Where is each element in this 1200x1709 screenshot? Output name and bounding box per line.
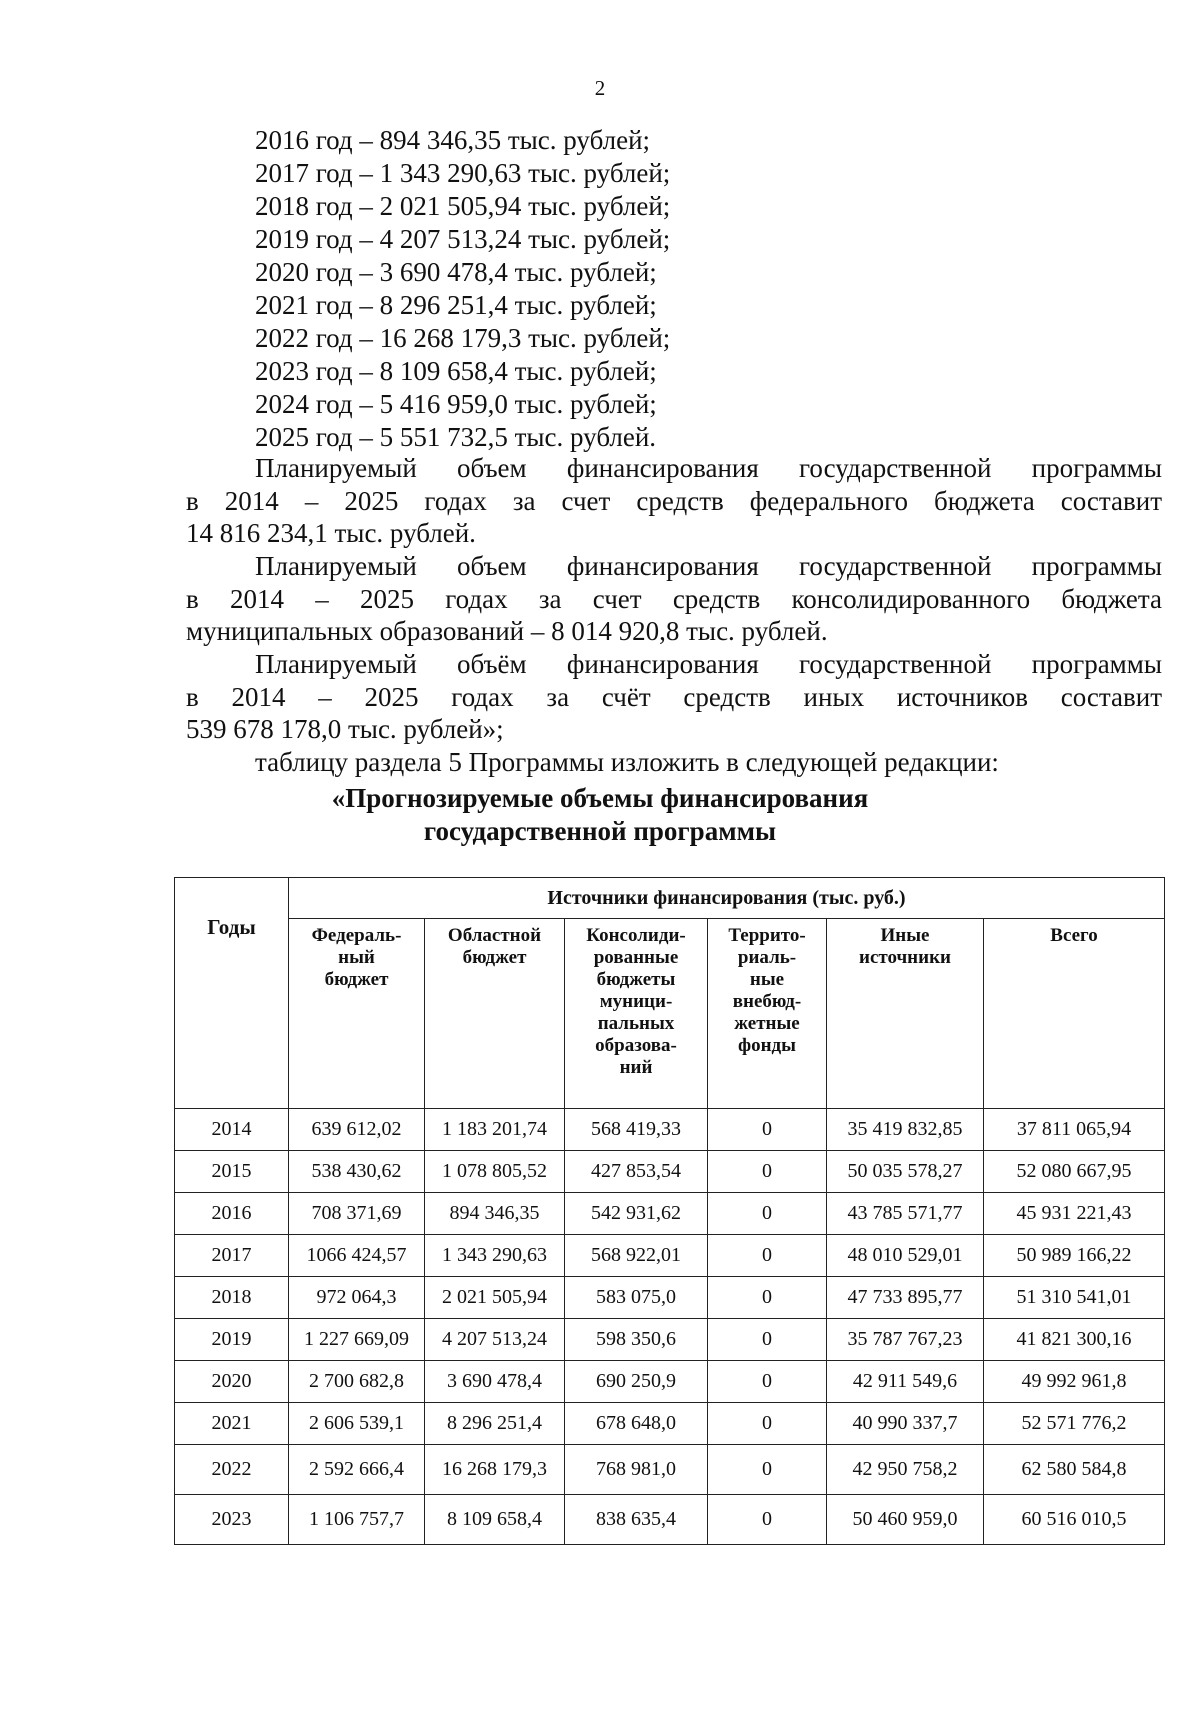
cell-federal-budget: 708 371,69 xyxy=(289,1193,425,1235)
paragraph-federal-budget xyxy=(186,452,1162,550)
cell-municipal-budgets: 542 931,62 xyxy=(565,1193,708,1235)
cell-regional-budget: 1 343 290,63 xyxy=(425,1235,565,1277)
header-years: Годы xyxy=(175,878,289,1109)
table-row xyxy=(175,1445,1165,1495)
cell-total: 45 931 221,43 xyxy=(984,1193,1165,1235)
cell-federal-budget: 2 606 539,1 xyxy=(289,1403,425,1445)
paragraph-municipal-budget xyxy=(186,550,1162,648)
cell-regional-budget: 8 296 251,4 xyxy=(425,1403,565,1445)
cell-other-sources: 35 419 832,85 xyxy=(827,1109,984,1151)
paragraph-other-sources xyxy=(186,648,1162,746)
cell-total: 52 571 776,2 xyxy=(984,1403,1165,1445)
cell-other-sources: 35 787 767,23 xyxy=(827,1319,984,1361)
cell-year: 2023 xyxy=(175,1495,289,1545)
cell-territorial-funds: 0 xyxy=(708,1403,827,1445)
cell-municipal-budgets: 583 075,0 xyxy=(565,1277,708,1319)
cell-year: 2021 xyxy=(175,1403,289,1445)
cell-other-sources: 42 911 549,6 xyxy=(827,1361,984,1403)
year-line: 2024 год – 5 416 959,0 тыс. рублей; xyxy=(255,389,657,419)
year-funding-list xyxy=(255,124,670,454)
cell-year: 2015 xyxy=(175,1151,289,1193)
cell-other-sources: 50 035 578,27 xyxy=(827,1151,984,1193)
table-row xyxy=(175,1319,1165,1361)
paragraph-line: Планируемый объем финансирования государственной программы xyxy=(255,551,1162,581)
cell-year: 2019 xyxy=(175,1319,289,1361)
year-line: 2021 год – 8 296 251,4 тыс. рублей; xyxy=(255,290,657,320)
cell-municipal-budgets: 568 922,01 xyxy=(565,1235,708,1277)
table-body xyxy=(175,1109,1165,1545)
cell-territorial-funds: 0 xyxy=(708,1109,827,1151)
cell-federal-budget: 639 612,02 xyxy=(289,1109,425,1151)
table-title-line: государственной программы xyxy=(423,816,777,846)
cell-other-sources: 42 950 758,2 xyxy=(827,1445,984,1495)
cell-territorial-funds: 0 xyxy=(708,1445,827,1495)
cell-year: 2020 xyxy=(175,1361,289,1403)
paragraph-line: 539 678 178,0 тыс. рублей»; xyxy=(186,714,504,744)
cell-federal-budget: 2 592 666,4 xyxy=(289,1445,425,1495)
cell-total: 37 811 065,94 xyxy=(984,1109,1165,1151)
cell-territorial-funds: 0 xyxy=(708,1495,827,1545)
table-intro-text: таблицу раздела 5 Программы изложить в следующей редакции: xyxy=(255,747,999,777)
cell-regional-budget: 3 690 478,4 xyxy=(425,1361,565,1403)
cell-municipal-budgets: 427 853,54 xyxy=(565,1151,708,1193)
year-line: 2019 год – 4 207 513,24 тыс. рублей; xyxy=(255,224,671,254)
year-line: 2020 год – 3 690 478,4 тыс. рублей; xyxy=(255,257,657,287)
cell-municipal-budgets: 690 250,9 xyxy=(565,1361,708,1403)
cell-federal-budget: 972 064,3 xyxy=(289,1277,425,1319)
cell-territorial-funds: 0 xyxy=(708,1319,827,1361)
cell-total: 52 080 667,95 xyxy=(984,1151,1165,1193)
cell-municipal-budgets: 678 648,0 xyxy=(565,1403,708,1445)
paragraph-line: в 2014 – 2025 годах за счёт средств иных источников составит xyxy=(186,681,1162,712)
table-row xyxy=(175,1403,1165,1445)
paragraph-line: в 2014 – 2025 годах за счет средств федерального бюджета составит xyxy=(186,485,1162,516)
paragraph-line: 14 816 234,1 тыс. рублей. xyxy=(186,518,476,548)
cell-federal-budget: 538 430,62 xyxy=(289,1151,425,1193)
cell-regional-budget: 4 207 513,24 xyxy=(425,1319,565,1361)
cell-total: 49 992 961,8 xyxy=(984,1361,1165,1403)
table-row xyxy=(175,1193,1165,1235)
cell-total: 62 580 584,8 xyxy=(984,1445,1165,1495)
cell-municipal-budgets: 838 635,4 xyxy=(565,1495,708,1545)
year-line: 2018 год – 2 021 505,94 тыс. рублей; xyxy=(255,191,671,221)
cell-territorial-funds: 0 xyxy=(708,1193,827,1235)
cell-federal-budget: 1 106 757,7 xyxy=(289,1495,425,1545)
paragraph-line: муниципальных образований – 8 014 920,8 тыс. рублей. xyxy=(186,616,828,646)
paragraph-line: Планируемый объём финансирования государственной программы xyxy=(255,649,1162,679)
cell-other-sources: 40 990 337,7 xyxy=(827,1403,984,1445)
cell-other-sources: 47 733 895,77 xyxy=(827,1277,984,1319)
header-total: Всего xyxy=(984,919,1165,1109)
cell-total: 50 989 166,22 xyxy=(984,1235,1165,1277)
cell-total: 60 516 010,5 xyxy=(984,1495,1165,1545)
year-line: 2022 год – 16 268 179,3 тыс. рублей; xyxy=(255,323,671,353)
table-row xyxy=(175,1235,1165,1277)
cell-territorial-funds: 0 xyxy=(708,1151,827,1193)
cell-total: 51 310 541,01 xyxy=(984,1277,1165,1319)
table-title-line: «Прогнозируемые объемы финансирования xyxy=(331,783,869,813)
table-row xyxy=(175,1109,1165,1151)
cell-regional-budget: 16 268 179,3 xyxy=(425,1445,565,1495)
cell-federal-budget: 1066 424,57 xyxy=(289,1235,425,1277)
header-other-sources: Иные источники xyxy=(827,919,984,1109)
cell-regional-budget: 8 109 658,4 xyxy=(425,1495,565,1545)
cell-municipal-budgets: 568 419,33 xyxy=(565,1109,708,1151)
table-row xyxy=(175,1277,1165,1319)
cell-year: 2017 xyxy=(175,1235,289,1277)
cell-other-sources: 50 460 959,0 xyxy=(827,1495,984,1545)
table-row xyxy=(175,1495,1165,1545)
cell-year: 2014 xyxy=(175,1109,289,1151)
cell-year: 2016 xyxy=(175,1193,289,1235)
cell-regional-budget: 894 346,35 xyxy=(425,1193,565,1235)
cell-year: 2018 xyxy=(175,1277,289,1319)
header-municipal-budgets: Консолиди- рованные бюджеты муници- пальных образова- ний xyxy=(565,919,708,1109)
cell-regional-budget: 1 078 805,52 xyxy=(425,1151,565,1193)
cell-municipal-budgets: 598 350,6 xyxy=(565,1319,708,1361)
header-federal-budget: Федераль- ный бюджет xyxy=(289,919,425,1109)
cell-federal-budget: 1 227 669,09 xyxy=(289,1319,425,1361)
financing-table xyxy=(174,877,1165,1545)
cell-municipal-budgets: 768 981,0 xyxy=(565,1445,708,1495)
cell-territorial-funds: 0 xyxy=(708,1277,827,1319)
cell-year: 2022 xyxy=(175,1445,289,1495)
page-number: 2 xyxy=(594,76,606,100)
header-regional-budget: Областной бюджет xyxy=(425,919,565,1109)
table-row xyxy=(175,1151,1165,1193)
sub-header-row xyxy=(175,919,1165,1109)
cell-other-sources: 48 010 529,01 xyxy=(827,1235,984,1277)
year-line: 2025 год – 5 551 732,5 тыс. рублей. xyxy=(255,422,657,452)
paragraph-line: в 2014 – 2025 годах за счет средств консолидированного бюджета xyxy=(186,583,1162,614)
paragraph-line: Планируемый объем финансирования государственной программы xyxy=(255,453,1162,483)
year-line: 2023 год – 8 109 658,4 тыс. рублей; xyxy=(255,356,657,386)
cell-federal-budget: 2 700 682,8 xyxy=(289,1361,425,1403)
table-row xyxy=(175,1361,1165,1403)
table-title xyxy=(0,782,1200,848)
year-line: 2017 год – 1 343 290,63 тыс. рублей; xyxy=(255,158,671,188)
cell-regional-budget: 1 183 201,74 xyxy=(425,1109,565,1151)
year-line: 2016 год – 894 346,35 тыс. рублей; xyxy=(255,125,651,155)
header-territorial-funds: Террито- риаль- ные внебюд- жетные фонды xyxy=(708,919,827,1109)
cell-other-sources: 43 785 571,77 xyxy=(827,1193,984,1235)
cell-territorial-funds: 0 xyxy=(708,1235,827,1277)
cell-total: 41 821 300,16 xyxy=(984,1319,1165,1361)
cell-regional-budget: 2 021 505,94 xyxy=(425,1277,565,1319)
cell-territorial-funds: 0 xyxy=(708,1361,827,1403)
header-funding-sources: Источники финансирования (тыс. руб.) xyxy=(289,878,1165,919)
